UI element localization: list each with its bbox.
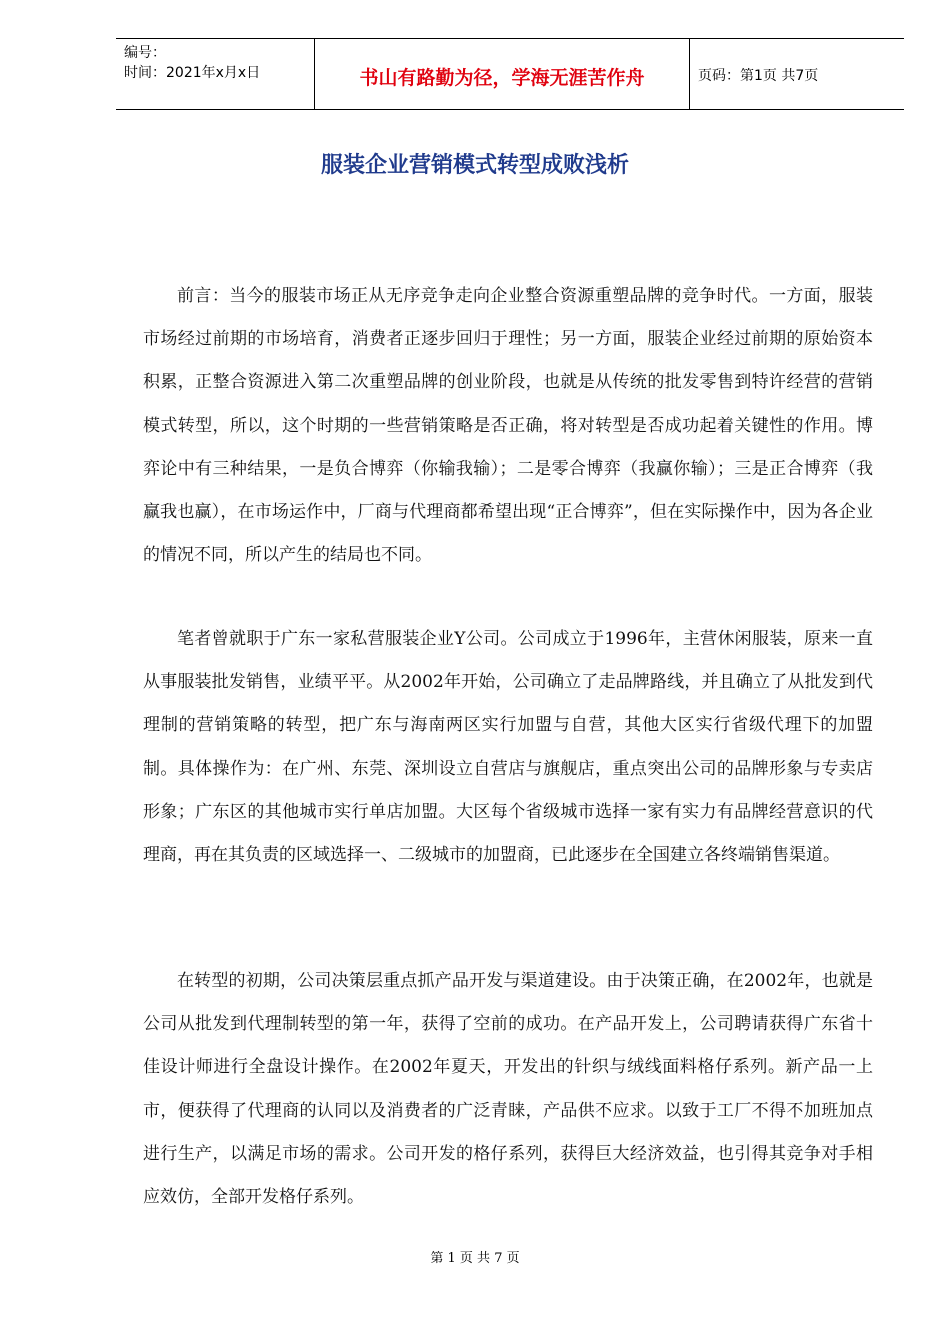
header-page-number: 页码：第1页 共7页 — [698, 68, 819, 84]
header-page-cell — [690, 39, 904, 109]
document-number-label: 编号： — [124, 45, 166, 61]
document-title: 服装企业营销模式转型成败浅析 — [320, 152, 629, 178]
paragraph-preface: 前言：当今的服装市场正从无序竞争走向企业整合资源重塑品牌的竞争时代。一方面，服装市场经过前期的市场培育，消费者正逐步回归于理性；另一方面，服装企业经过前期的原始资本积累，正整合资源进入第二次重塑品牌的创业阶段，也就是从传统的批发零售到特许经营的营销模式转型，所以，这个时期的一些营销策略是否正确，将对转型是否成功起着关键性的作用。博弈论中有三种结果，一是负合博弈（你输我输）；二是零合博弈（我赢你输）；三是正合博弈（我赢我也赢），在市场运作中，厂商与代理商都希望出现“正合博弈”，但在实际操作中，因为各企业的情况不同，所以产生的结局也不同。 — [143, 286, 873, 566]
header-motto: 书山有路勤为径，学海无涯苦作舟 — [359, 67, 645, 89]
header-meta-cell — [116, 39, 315, 109]
page-header — [116, 38, 904, 110]
paragraph-company-background: 笔者曾就职于广东一家私营服装企业Y公司。公司成立于1996年，主营休闲服装，原来一直从事服装批发销售，业绩平平。从2002年开始，公司确立了走品牌路线，并且确立了从批发到代理制的营销策略的转型，把广东与海南两区实行加盟与自营，其他大区实行省级代理下的加盟制。具体操作为：在广州、东莞、深圳设立自营店与旗舰店，重点突出公司的品牌形象与专卖店形象；广东区的其他城市实行单店加盟。大区每个省级城市选择一家有实力有品牌经营意识的代理商，再在其负责的区域选择一、二级城市的加盟商，已此逐步在全国建立各终端销售渠道。 — [143, 629, 873, 866]
document-time-label: 时间：2021年x月x日 — [124, 65, 261, 81]
paragraph-early-transition: 在转型的初期，公司决策层重点抓产品开发与渠道建设。由于决策正确，在2002年，也就是公司从批发到代理制转型的第一年，获得了空前的成功。在产品开发上，公司聘请获得广东省十佳设计师进行全盘设计操作。在2002年夏天，开发出的针织与绒线面料格仔系列。新产品一上市，便获得了代理商的认同以及消费者的广泛青睐，产品供不应求。以致于工厂不得不加班加点进行生产，以满足市场的需求。公司开发的格仔系列，获得巨大经济效益，也引得其竞争对手相应效仿，全部开发格仔系列。 — [143, 971, 873, 1208]
page-footer: 第 1 页 共 7 页 — [430, 1251, 520, 1266]
header-motto-cell — [315, 39, 690, 109]
